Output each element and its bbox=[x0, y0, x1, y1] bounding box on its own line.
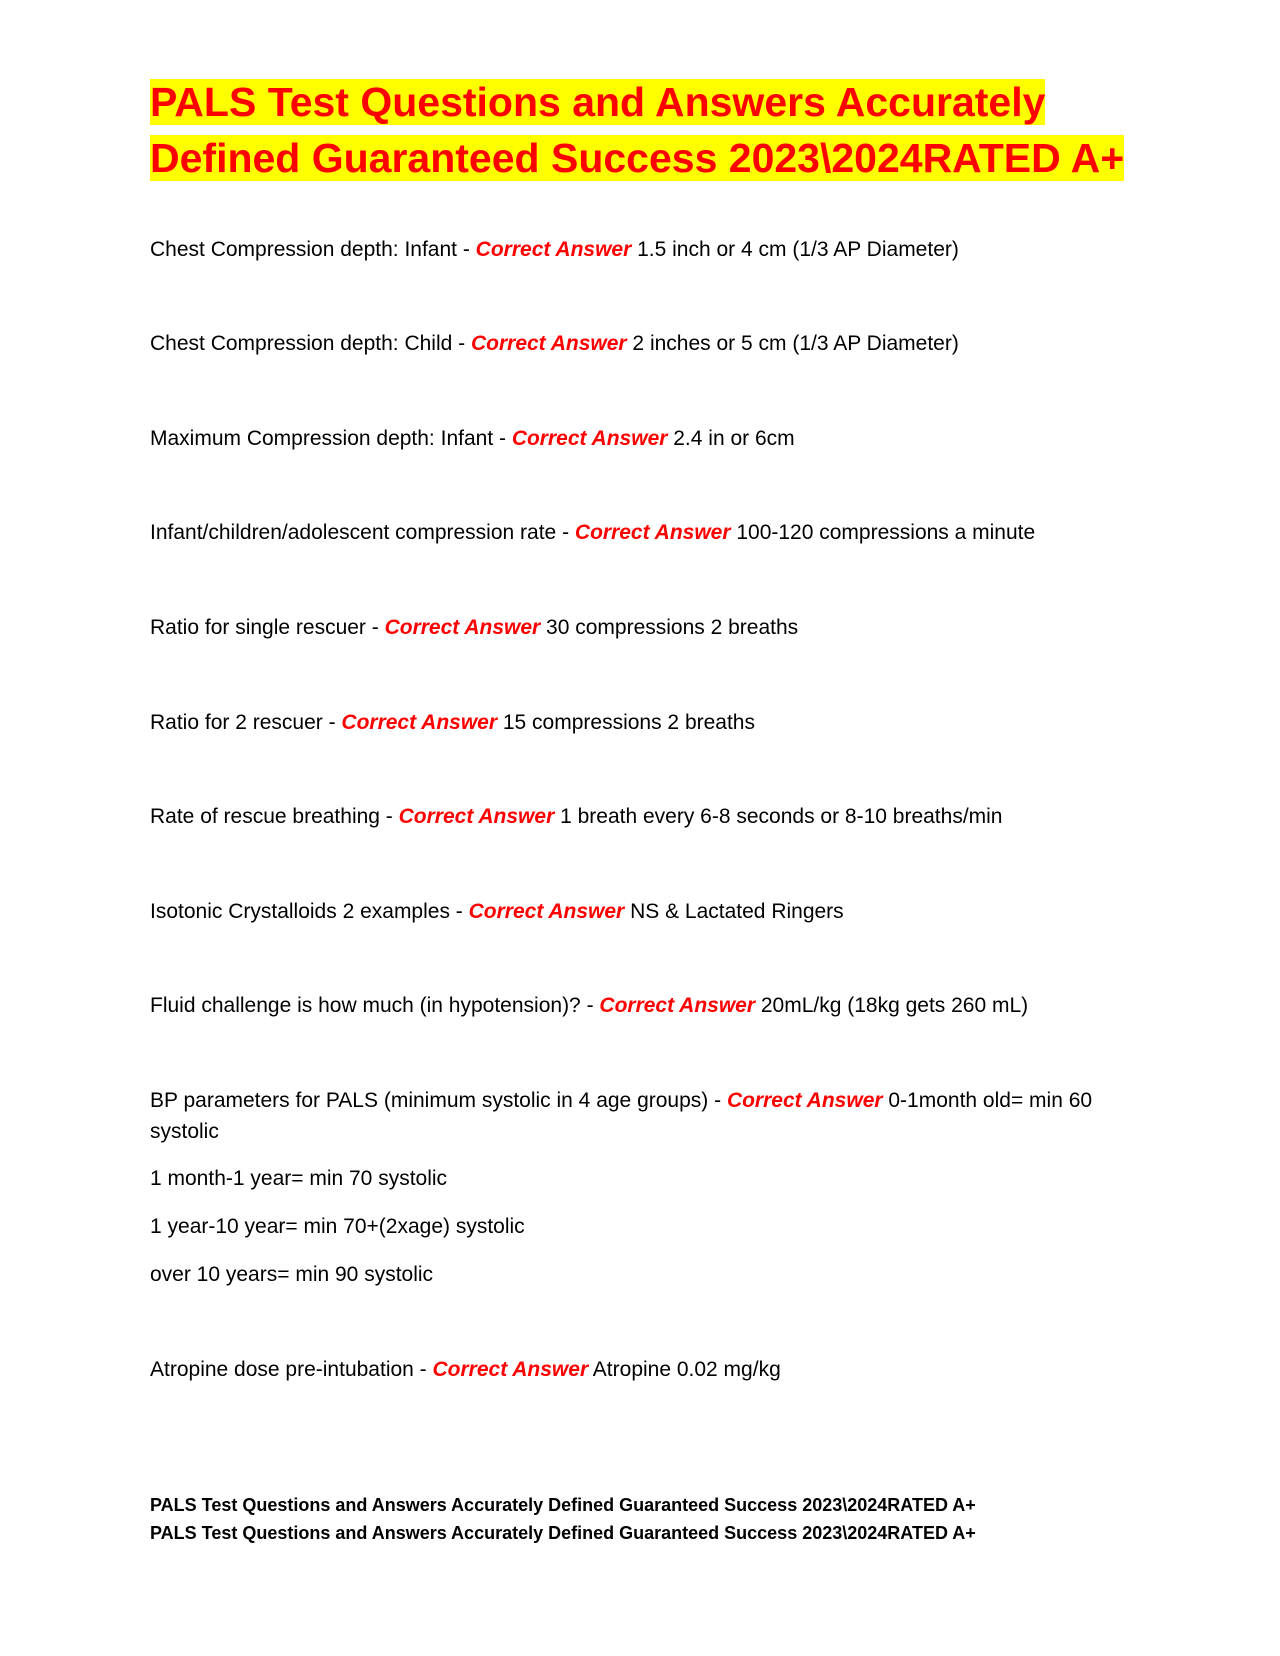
answer-continuation-line: 1 month-1 year= min 70 systolic bbox=[150, 1167, 448, 1190]
answer-text: 100-120 compressions a minute bbox=[730, 521, 1036, 544]
document-title bbox=[150, 74, 1124, 186]
question-text: Fluid challenge is how much (in hypotension)? - bbox=[150, 994, 600, 1017]
title-line-1: PALS Test Questions and Answers Accurately bbox=[150, 79, 1046, 125]
qa-item bbox=[150, 328, 1150, 359]
question-text: Rate of rescue breathing - bbox=[150, 805, 399, 828]
correct-answer-label: Correct Answer bbox=[599, 994, 756, 1017]
correct-answer-label: Correct Answer bbox=[574, 521, 731, 544]
answer-text: 1.5 inch or 4 cm (1/3 AP Diameter) bbox=[631, 238, 959, 261]
qa-item bbox=[150, 423, 1150, 454]
correct-answer-label: Correct Answer bbox=[511, 427, 668, 450]
qa-item bbox=[150, 517, 1150, 548]
answer-text: 20mL/kg (18kg gets 260 mL) bbox=[755, 994, 1029, 1017]
answer-text: 0-1month old= min 60 systolic bbox=[150, 1089, 1093, 1143]
qa-item bbox=[150, 801, 1150, 832]
answer-continuation-line: 1 year-10 year= min 70+(2xage) systolic bbox=[150, 1215, 525, 1238]
answer-text: 15 compressions 2 breaths bbox=[497, 711, 755, 734]
footer-line: PALS Test Questions and Answers Accurately Defined Guaranteed Success 2023\2024RATED A+ bbox=[150, 1495, 976, 1515]
answer-text: 2 inches or 5 cm (1/3 AP Diameter) bbox=[626, 332, 959, 355]
correct-answer-label: Correct Answer bbox=[341, 711, 498, 734]
question-text: Chest Compression depth: Child - bbox=[150, 332, 471, 355]
answer-text: 1 breath every 6-8 seconds or 8-10 breaths/min bbox=[554, 805, 1003, 828]
answer-text: 30 compressions 2 breaths bbox=[540, 616, 799, 639]
answer-text: NS & Lactated Ringers bbox=[624, 900, 844, 923]
qa-item bbox=[150, 234, 1150, 265]
question-text: Ratio for single rescuer - bbox=[150, 616, 385, 639]
question-text: Maximum Compression depth: Infant - bbox=[150, 427, 512, 450]
title-line-2: Defined Guaranteed Success 2023\2024RATED A+ bbox=[150, 135, 1125, 181]
question-text: Ratio for 2 rescuer - bbox=[150, 711, 342, 734]
correct-answer-label: Correct Answer bbox=[384, 616, 541, 639]
document-footer bbox=[150, 1491, 1150, 1547]
qa-item bbox=[150, 896, 1150, 927]
answer-continuation-line: over 10 years= min 90 systolic bbox=[150, 1263, 434, 1286]
qa-item bbox=[150, 612, 1150, 643]
answer-text: 2.4 in or 6cm bbox=[667, 427, 795, 450]
correct-answer-label: Correct Answer bbox=[475, 238, 632, 261]
correct-answer-label: Correct Answer bbox=[468, 900, 625, 923]
question-text: Chest Compression depth: Infant - bbox=[150, 238, 476, 261]
question-text: BP parameters for PALS (minimum systolic in 4 age groups) - bbox=[150, 1089, 727, 1112]
qa-item bbox=[150, 707, 1150, 738]
footer-line: PALS Test Questions and Answers Accurately Defined Guaranteed Success 2023\2024RATED A+ bbox=[150, 1523, 976, 1543]
question-text: Infant/children/adolescent compression rate - bbox=[150, 521, 575, 544]
question-text: Isotonic Crystalloids 2 examples - bbox=[150, 900, 469, 923]
qa-item bbox=[150, 1085, 1150, 1147]
correct-answer-label: Correct Answer bbox=[726, 1089, 883, 1112]
qa-item bbox=[150, 990, 1150, 1021]
correct-answer-label: Correct Answer bbox=[470, 332, 627, 355]
qa-item bbox=[150, 1354, 1150, 1385]
correct-answer-label: Correct Answer bbox=[398, 805, 555, 828]
question-text: Atropine dose pre-intubation - bbox=[150, 1358, 433, 1381]
answer-text: Atropine 0.02 mg/kg bbox=[588, 1358, 781, 1381]
correct-answer-label: Correct Answer bbox=[432, 1358, 589, 1381]
